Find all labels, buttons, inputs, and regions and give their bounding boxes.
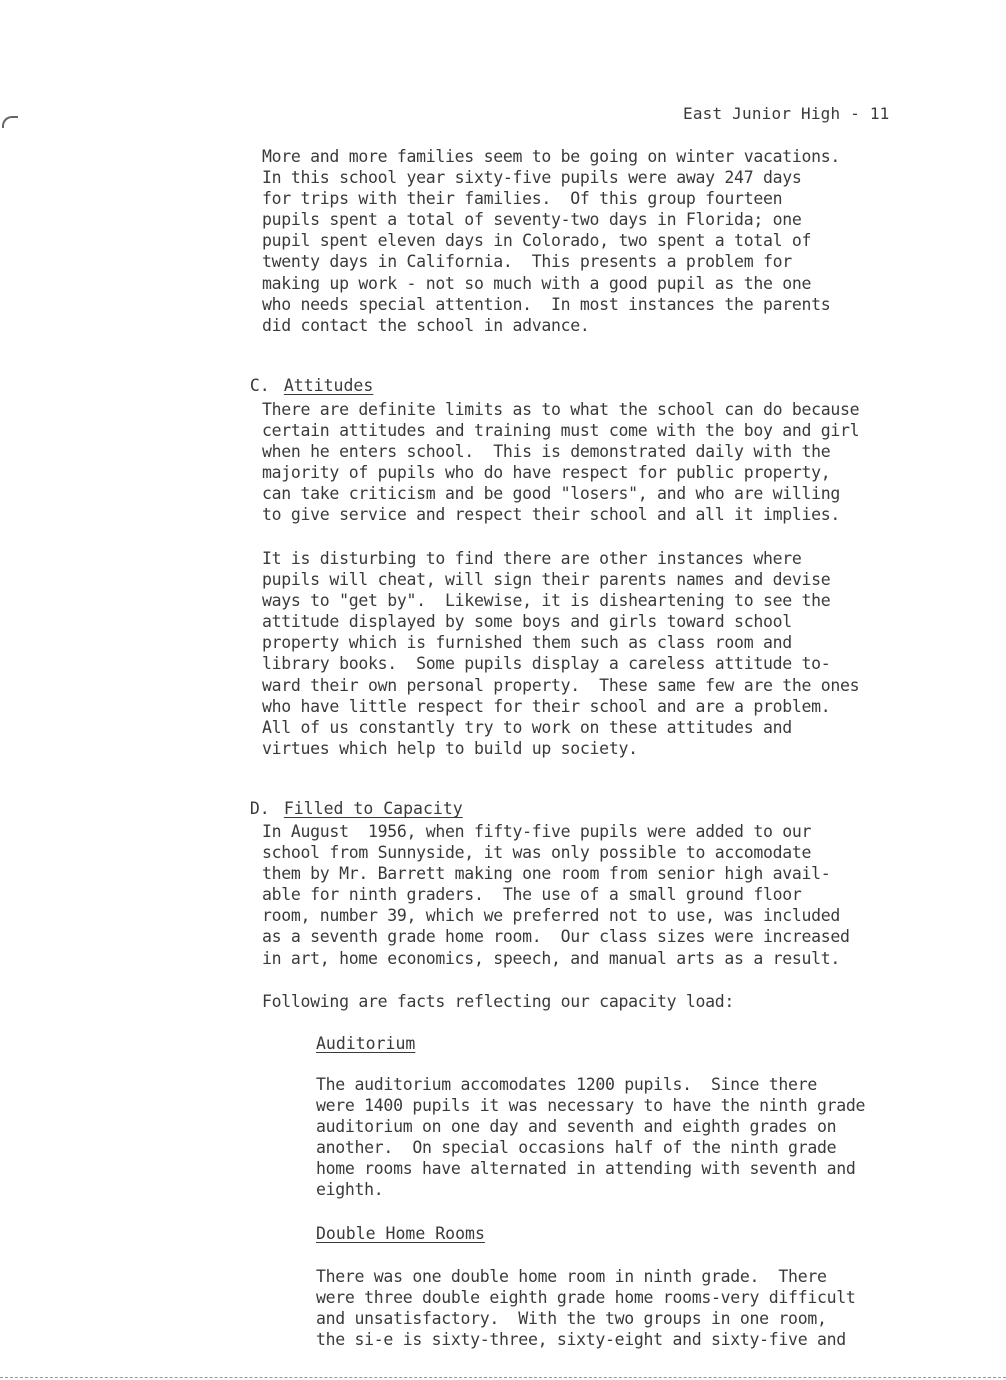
text-line: It is disturbing to find there are other instances where (262, 549, 802, 568)
auditorium-heading: Auditorium (316, 1034, 416, 1053)
text-line: the si-e is sixty-three, sixty-eight and sixty-five and (316, 1330, 846, 1350)
text-line: library books. Some pupils display a careless attitude to- (262, 654, 831, 674)
margin-mark (2, 116, 18, 128)
text-line: There was one double home room in ninth grade. There (316, 1267, 827, 1286)
text-line: did contact the school in advance. (262, 315, 590, 335)
text-line: pupils spent a total of seventy-two days in Florida; one (262, 210, 802, 230)
attitudes-paragraph-1 (262, 399, 859, 526)
text-line: able for ninth graders. The use of a small ground floor (262, 885, 802, 905)
text-line: The auditorium accomodates 1200 pupils. Since there (316, 1075, 817, 1094)
text-line: when he enters school. This is demonstrated daily with the (262, 442, 831, 462)
page-bottom-edge (0, 1377, 1006, 1378)
text-line: auditorium on one day and seventh and eighth grades on (316, 1117, 837, 1137)
text-line: who have little respect for their school and are a problem. (262, 696, 831, 716)
text-line: room, number 39, which we preferred not to use, was included (262, 906, 841, 926)
intro-paragraph (262, 146, 840, 336)
text-line: There are definite limits as to what the school can do because (262, 400, 860, 419)
capacity-paragraph-2 (262, 991, 734, 1012)
text-line: in art, home economics, speech, and manual arts as a result. (262, 948, 841, 968)
text-line: Following are facts reflecting our capacity load: (262, 992, 735, 1011)
double-home-rooms-heading: Double Home Rooms (316, 1224, 485, 1243)
text-line: majority of pupils who do have respect for public property, (262, 463, 831, 483)
section-letter: C. (249, 376, 270, 395)
text-line: to give service and respect their school and all it implies. (262, 505, 841, 525)
text-line: ways to "get by". Likewise, it is disheartening to see the (262, 591, 831, 611)
text-line: as a seventh grade home room. Our class sizes were increased (262, 927, 850, 947)
text-line: More and more families seem to be going on winter vacations. (262, 147, 841, 166)
section-letter: D. (249, 799, 270, 818)
text-line: home rooms have alternated in attending with seventh and (316, 1159, 856, 1179)
text-line: who needs special attention. In most instances the parents (262, 294, 831, 314)
text-line: them by Mr. Barrett making one room from senior high avail- (262, 864, 831, 884)
text-line: pupils will cheat, will sign their parents names and devise (262, 570, 831, 590)
text-line: attitude displayed by some boys and girls toward school (262, 612, 792, 632)
page-header: East Junior High - 11 (683, 104, 890, 123)
text-line: another. On special occasions half of the ninth grade (316, 1138, 837, 1158)
text-line: In this school year sixty-five pupils were away 247 days (262, 168, 802, 188)
auditorium-paragraph (316, 1074, 865, 1201)
text-line: for trips with their families. Of this group fourteen (262, 189, 783, 209)
text-line: school from Sunnyside, it was only possible to accomodate (262, 843, 812, 863)
text-line: certain attitudes and training must come with the boy and girl (262, 421, 860, 441)
text-line: were 1400 pupils it was necessary to have the ninth grade (316, 1096, 866, 1116)
section-title: Attitudes (283, 376, 374, 395)
text-line: In August 1956, when fifty-five pupils were added to our (262, 822, 812, 841)
text-line: ward their own personal property. These same few are the ones (262, 675, 860, 695)
text-line: and unsatisfactory. With the two groups in one room, (316, 1309, 827, 1329)
text-line: property which is furnished them such as class room and (262, 633, 792, 653)
section-title: Filled to Capacity (283, 799, 463, 818)
text-line: making up work - not so much with a good pupil as the one (262, 273, 812, 293)
text-line: twenty days in California. This presents a problem for (262, 252, 792, 272)
text-line: can take criticism and be good "losers", and who are willing (262, 484, 841, 504)
section-d-heading (230, 780, 463, 818)
section-c-heading (230, 357, 373, 395)
text-line: All of us constantly try to work on these attitudes and (262, 717, 792, 737)
text-line: virtues which help to build up society. (262, 738, 638, 758)
attitudes-paragraph-2 (262, 548, 859, 759)
capacity-paragraph-1 (262, 821, 850, 969)
text-line: eighth. (316, 1180, 384, 1200)
text-line: were three double eighth grade home rooms-very difficult (316, 1288, 856, 1308)
double-home-rooms-paragraph (316, 1266, 856, 1350)
text-line: pupil spent eleven days in Colorado, two spent a total of (262, 231, 812, 251)
